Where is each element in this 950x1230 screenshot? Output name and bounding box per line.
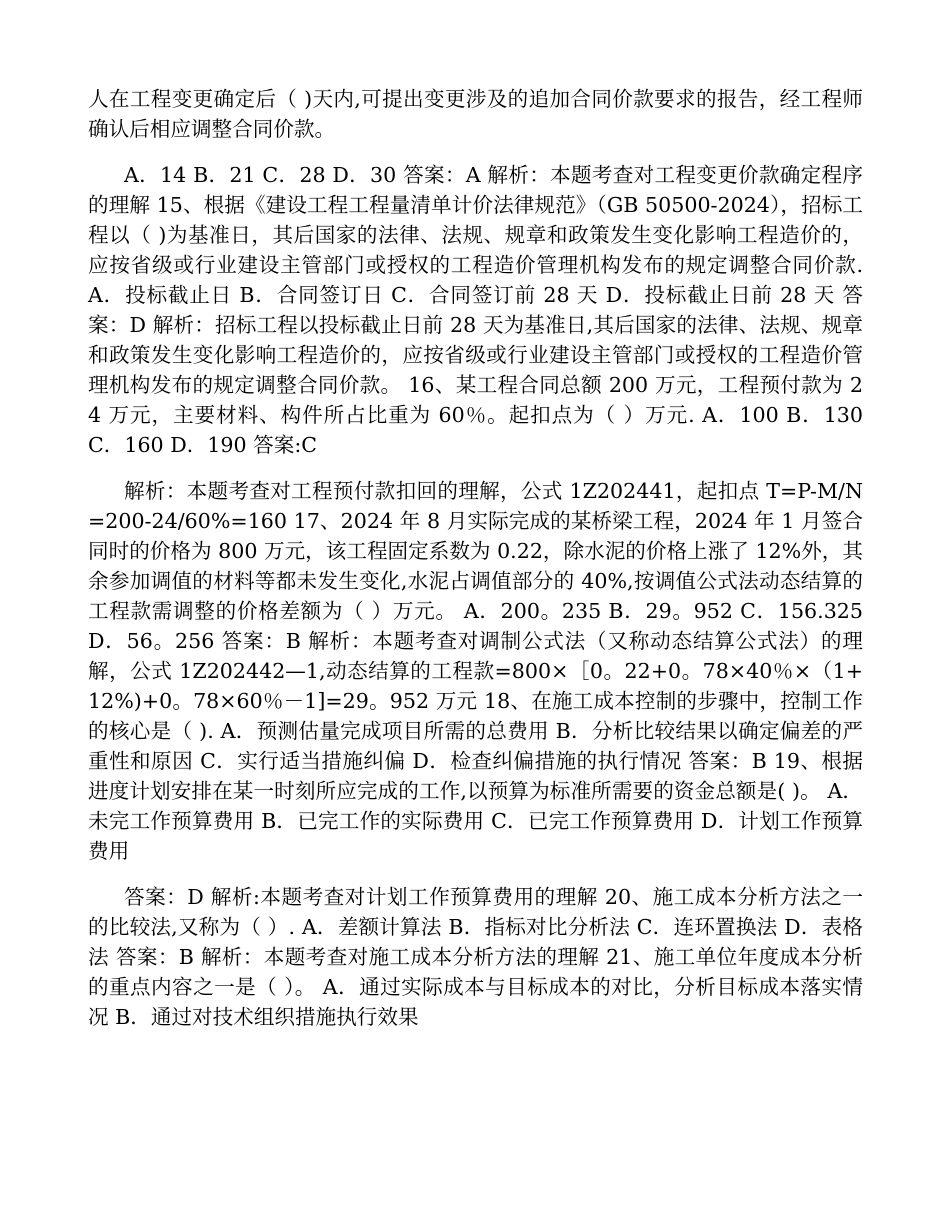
paragraph-3: 解析：本题考查对工程预付款扣回的理解，公式 1Z202441，起扣点 T=P-M/N=200-24/60%=160 17、2024 年 8 月实际完成的某桥梁工程，2024 年 1 月签合同时的价格为 800 万元，该工程固定系数为 0.22，除水泥的价格上涨了 12%外，其余参加调值的材料等都未发生变化,水泥占调值部分的 40%,按调值公式法动态结算的工程款需调整的价格差额为（ ）万元。 A．200。235 B．29。952 C．156.325 D．56。256 答案：B 解析：本题考查对调制公式法（又称动态结算公式法）的理解，公式 1Z202442—1,动态结算的工程款=800×［0。22+0。78×40％×（1+12%)+0。78×60％－1]=29。952 万元 18、在施工成本控制的步骤中，控制工作的核心是（ ). A．预测估量完成项目所需的总费用 B．分析比较结果以确定偏差的严重性和原因 C．实行适当措施纠偏 D．检查纠偏措施的执行情况 答案：B 19、根据进度计划安排在某一时刻所应完成的工作,以预算为标准所需要的资金总额是( )。 A．未完工作预算费用 B．已完工作的实际费用 C．已完工作预算费用 D．计划工作预算费用 xyxy=(88,479,863,863)
paragraph-1: 人在工程变更确定后（ )天内,可提出变更涉及的追加合同价款要求的报告，经工程师确认后相应调整合同价款。 xyxy=(88,87,863,141)
document-page xyxy=(88,84,863,1048)
paragraph-2: A．14 B．21 C．28 D．30 答案：A 解析：本题考查对工程变更价款确定程序的理解 15、根据《建设工程工程量清单计价法律规范》（GB 50500-2024），招标工程以（ )为基准日，其后国家的法律、法规、规章和政策发生变化影响工程造价的，应按省级或行业建设主管部门或授权的工程造价管理机构发布的规定调整合同价款. A．投标截止日 B．合同签订日 C．合同签订前 28 天 D．投标截止日前 28 天 答案：D 解析：招标工程以投标截止日前 28 天为基准日,其后国家的法律、法规、规章和政策发生变化影响工程造价的，应按省级或行业建设主管部门或授权的工程造价管理机构发布的规定调整合同价款。 16、某工程合同总额 200 万元，工程预付款为 24 万元，主要材料、构件所占比重为 60％。起扣点为（ ）万元. A．100 B．130 C．160 D．190 答案:C xyxy=(88,163,863,457)
paragraph-4: 答案：D 解析:本题考查对计划工作预算费用的理解 20、施工成本分析方法之一的比较法,又称为（ ）. A．差额计算法 B．指标对比分析法 C．连环置换法 D．表格法 答案：B 解析：本题考查对施工成本分析方法的理解 21、施工单位年度成本分析的重点内容之一是（ ）。 A．通过实际成本与目标成本的对比，分析目标成本落实情况 B．通过对技术组织措施执行效果 xyxy=(88,885,864,1029)
